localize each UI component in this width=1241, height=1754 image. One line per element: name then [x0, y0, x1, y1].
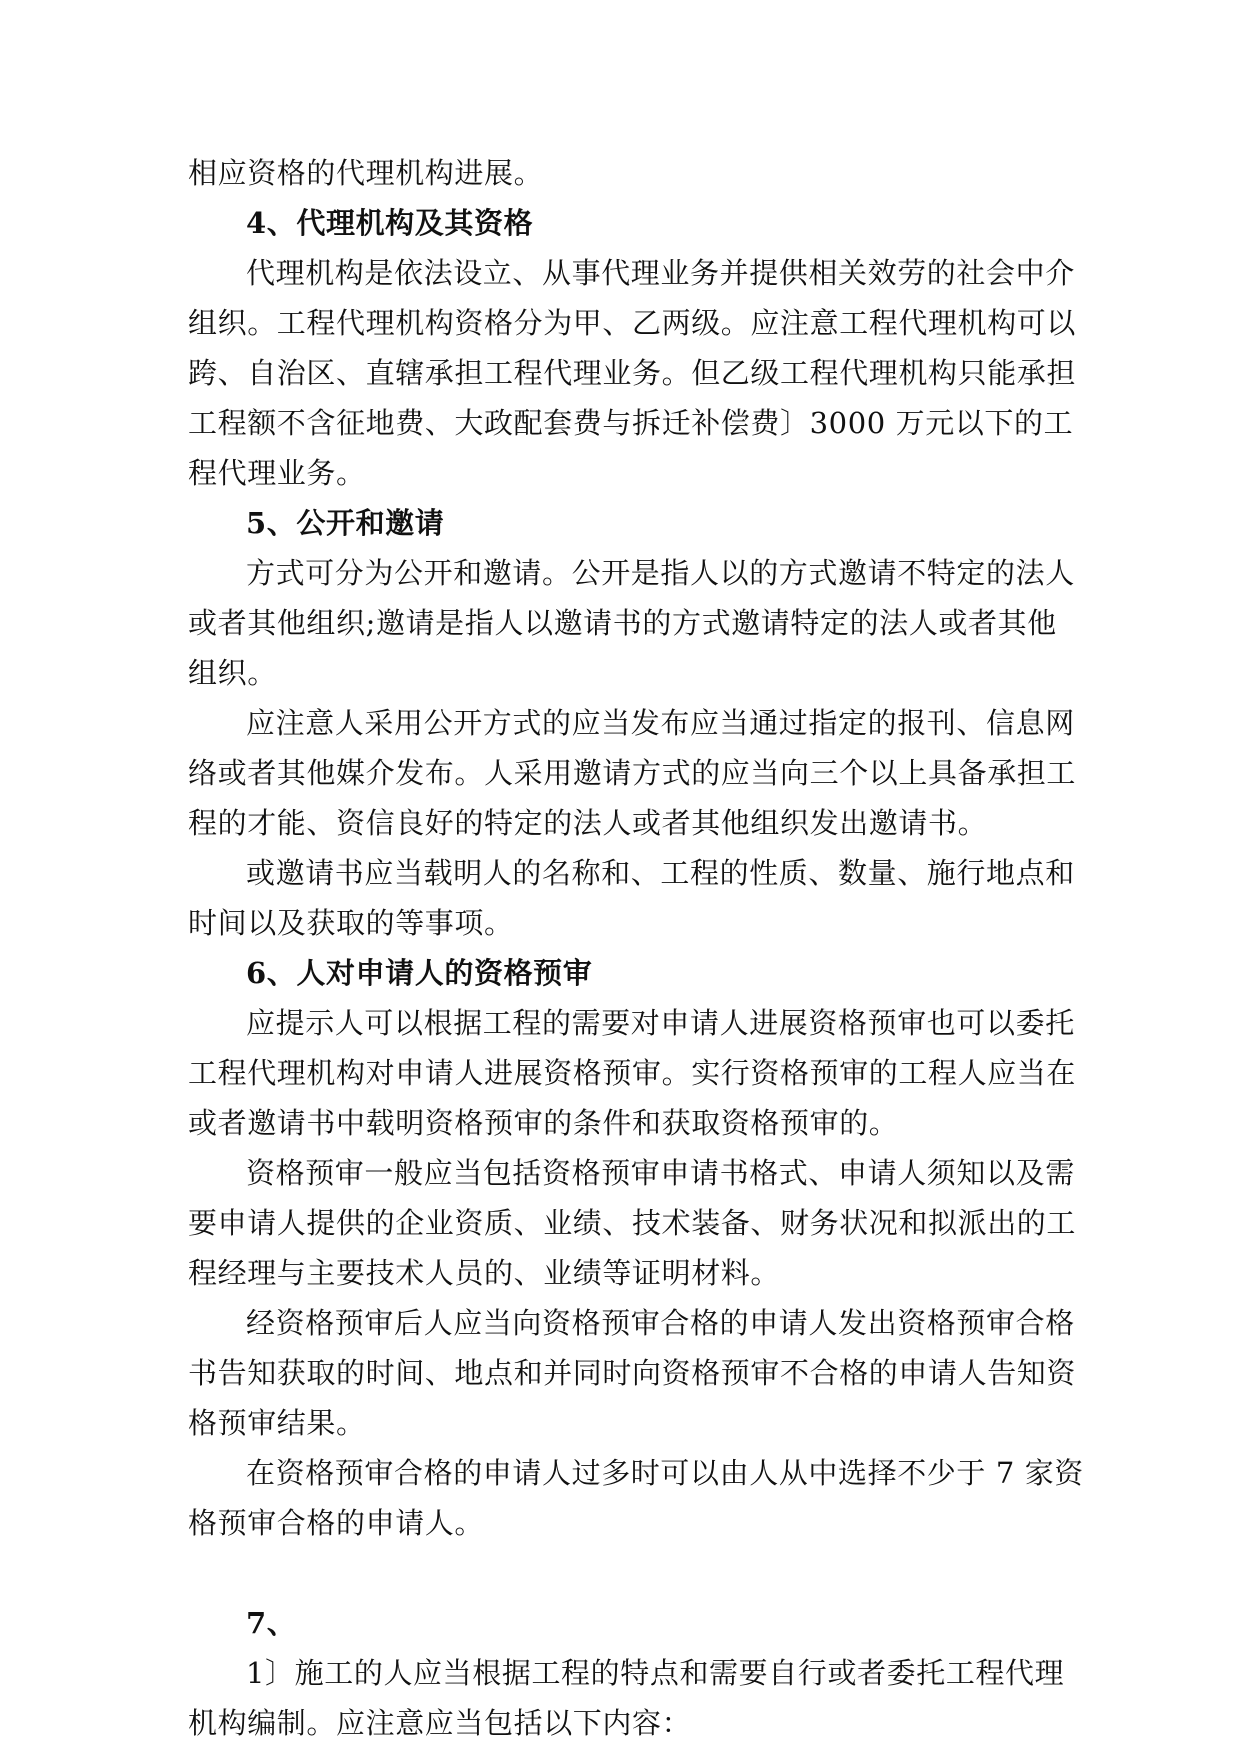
section-heading-7: 7、 [246, 1606, 297, 1640]
body-line: 或者其他组织;邀请是指人以邀请书的方式邀请特定的法人或者其他 [188, 606, 1057, 640]
body-line: 程的才能、资信良好的特定的法人或者其他组织发出邀请书。 [188, 806, 988, 840]
body-line: 跨、自治区、直辖承担工程代理业务。但乙级工程代理机构只能承担 [188, 356, 1077, 390]
paragraph-first-line: 在资格预审合格的申请人过多时可以由人从中选择不少于 7 家资 [246, 1456, 1084, 1490]
body-line: 工程代理机构对申请人进展资格预审。实行资格预审的工程人应当在 [188, 1056, 1077, 1090]
section-heading-5: 5、公开和邀请 [246, 506, 445, 540]
section-heading-4: 4、代理机构及其资格 [246, 206, 534, 240]
document-page [188, 148, 1084, 1748]
paragraph-first-line: 代理机构是依法设立、从事代理业务并提供相关效劳的社会中介 [246, 256, 1075, 290]
paragraph-first-line: 方式可分为公开和邀请。公开是指人以的方式邀请不特定的法人 [246, 556, 1075, 590]
body-line: 机构编制。应注意应当包括以下内容： [188, 1706, 692, 1740]
paragraph-first-line: 资格预审一般应当包括资格预审申请书格式、申请人须知以及需 [246, 1156, 1075, 1190]
body-line: 组织。工程代理机构资格分为甲、乙两级。应注意工程代理机构可以 [188, 306, 1077, 340]
paragraph-first-line: 经资格预审后人应当向资格预审合格的申请人发出资格预审合格 [246, 1306, 1075, 1340]
paragraph-first-line: 应注意人采用公开方式的应当发布应当通过指定的报刊、信息网 [246, 706, 1075, 740]
body-line: 工程额不含征地费、大政配套费与拆迁补偿费〕3000 万元以下的工 [188, 406, 1074, 440]
body-line: 书告知获取的时间、地点和并同时向资格预审不合格的申请人告知资 [188, 1356, 1077, 1390]
body-line: 程代理业务。 [188, 456, 366, 490]
body-line: 格预审结果。 [188, 1406, 366, 1440]
paragraph-gap [188, 1548, 1058, 1598]
body-line: 程经理与主要技术人员的、业绩等证明材料。 [188, 1256, 781, 1290]
section-heading-6: 6、人对申请人的资格预审 [246, 956, 593, 990]
body-line: 相应资格的代理机构进展。 [188, 156, 544, 190]
body-line: 组织。 [188, 656, 277, 690]
body-line: 要申请人提供的企业资质、业绩、技术装备、财务状况和拟派出的工 [188, 1206, 1077, 1240]
body-line: 格预审合格的申请人。 [188, 1506, 485, 1540]
body-line: 络或者其他媒介发布。人采用邀请方式的应当向三个以上具备承担工 [188, 756, 1077, 790]
body-line: 或者邀请书中载明资格预审的条件和获取资格预审的。 [188, 1106, 899, 1140]
paragraph-first-line: 应提示人可以根据工程的需要对申请人进展资格预审也可以委托 [246, 1006, 1075, 1040]
paragraph-first-line: 或邀请书应当载明人的名称和、工程的性质、数量、施行地点和 [246, 856, 1075, 890]
paragraph-first-line: 1〕施工的人应当根据工程的特点和需要自行或者委托工程代理 [246, 1656, 1065, 1690]
body-line: 时间以及获取的等事项。 [188, 906, 514, 940]
